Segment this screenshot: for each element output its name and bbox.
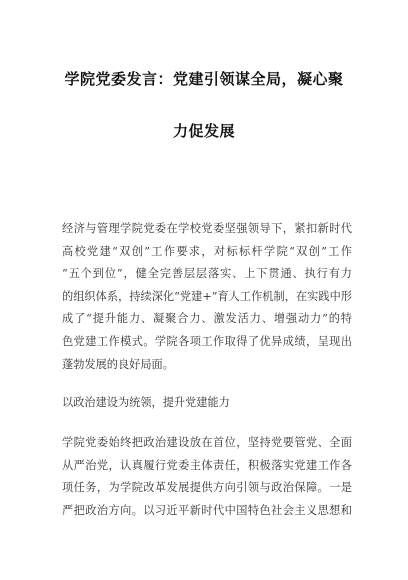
paragraph-line: 成了“提升能力、凝聚合力、激发活力、增强动力”的特 [62,312,352,326]
document-title-line-2: 力促发展 [172,122,235,140]
paragraph-line: 色党建工作模式。学院各项工作取得了优异成绩，呈现出 [62,334,352,348]
paragraph-line: 学院党委始终把政治建设放在首位，坚持党要管党、全面 [62,436,352,449]
paragraph-line: 从严治党，认真履行党委主体责任，积极落实党建工作各 [62,458,352,472]
intro-paragraph [62,218,352,376]
paragraph-line: 严把政治方向。以习近平新时代中国特色社会主义思想和 [62,503,352,517]
paragraph-line: “五个到位”，健全完善层层落实、上下贯通、执行有力 [62,267,352,281]
body-paragraph [62,432,352,522]
document-title-line-1: 学院党委发言：党建引领谋全局，凝心聚 [64,70,344,88]
paragraph-line: 经济与管理学院党委在学校党委坚强领导下，紧扣新时代 [62,222,352,235]
paragraph-line: 项任务，为学院改革发展提供方向引领与政治保障。一是 [62,481,352,495]
paragraph-line: 高校党建“双创”工作要求，对标标杆学院“双创”工作 [62,244,352,258]
section-heading: 以政治建设为统领，提升党建能力 [62,396,230,409]
paragraph-line: 蓬勃发展的良好局面。 [62,357,174,371]
paragraph-line: 的组织体系，持续深化“党建+”育人工作机制，在实践中形 [62,289,352,303]
